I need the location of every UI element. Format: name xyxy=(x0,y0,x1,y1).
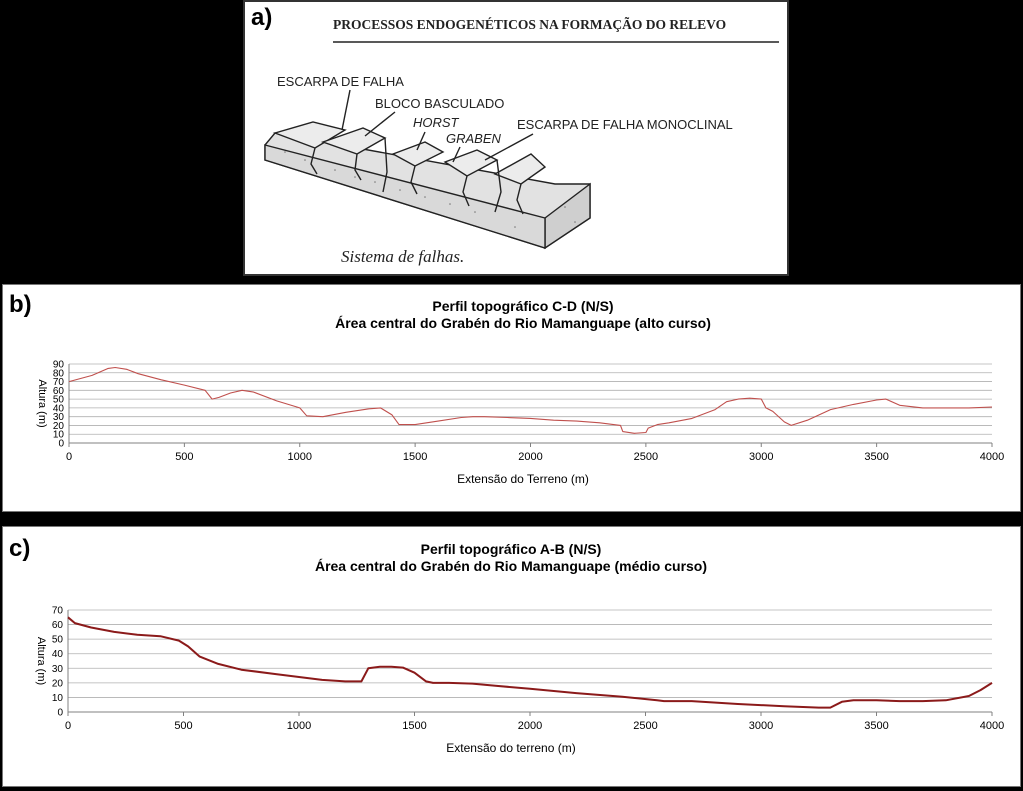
y-tick-label: 30 xyxy=(52,412,64,424)
x-tick-label: 2500 xyxy=(633,451,659,463)
diagram-caption: Sistema de falhas. xyxy=(341,247,465,266)
y-tick-label: 40 xyxy=(51,649,63,661)
label-bloco-basculado: BLOCO BASCULADO xyxy=(375,96,505,111)
y-axis-label: Altura (m) xyxy=(36,379,48,428)
x-tick-label: 1500 xyxy=(402,451,428,463)
y-tick-label: 60 xyxy=(51,620,63,632)
y-tick-label: 40 xyxy=(52,403,64,415)
chart-subtitle: Área central do Grabén do Rio Mamanguape (alto curso) xyxy=(335,315,711,331)
y-tick-label: 0 xyxy=(57,707,63,719)
chart-panel-c xyxy=(2,526,1021,787)
x-tick-label: 4000 xyxy=(979,720,1005,732)
y-tick-label: 20 xyxy=(52,420,64,432)
x-tick-label: 4000 xyxy=(979,451,1005,463)
x-tick-label: 500 xyxy=(175,451,194,463)
x-axis-label: Extensão do terreno (m) xyxy=(446,741,576,755)
label-escarpa-monoclinal: ESCARPA DE FALHA MONOCLINAL xyxy=(517,117,733,132)
diagram-title: PROCESSOS ENDOGENÉTICOS NA FORMAÇÃO DO RELEVO xyxy=(333,17,727,32)
leader-bloco xyxy=(365,112,395,136)
label-graben: GRABEN xyxy=(446,131,501,146)
x-tick-label: 0 xyxy=(65,451,73,463)
x-tick-label: 3500 xyxy=(864,720,889,732)
panel-letter-c: c) xyxy=(9,535,31,562)
chart-panel-b xyxy=(2,284,1021,512)
x-tick-label: 3500 xyxy=(864,451,889,463)
y-tick-label: 90 xyxy=(52,359,64,371)
block-diagram-body xyxy=(265,122,590,248)
x-axis-label: Extensão do Terreno (m) xyxy=(457,472,589,486)
chart-title: Perfil topográfico C-D (N/S) xyxy=(432,298,614,314)
label-escarpa-de-falha: ESCARPA DE FALHA xyxy=(277,74,404,89)
x-tick-label: 1000 xyxy=(286,720,312,732)
x-tick-label: 3000 xyxy=(749,451,774,463)
profile-line xyxy=(69,368,992,434)
leader-escarpa xyxy=(342,90,350,130)
y-tick-label: 10 xyxy=(51,692,63,704)
chart-title: Perfil topográfico A-B (N/S) xyxy=(420,541,602,557)
y-tick-label: 70 xyxy=(52,377,64,389)
y-tick-label: 50 xyxy=(51,634,63,646)
x-tick-label: 2500 xyxy=(633,720,658,732)
x-tick-label: 3000 xyxy=(748,720,774,732)
label-horst: HORST xyxy=(413,115,459,130)
y-axis-label: Altura (m) xyxy=(35,636,47,686)
profile-line xyxy=(68,617,992,707)
y-tick-label: 50 xyxy=(52,394,64,406)
chart-c-svg xyxy=(3,527,1020,786)
y-tick-label: 80 xyxy=(52,368,64,380)
x-tick-label: 500 xyxy=(174,720,193,732)
x-tick-label: 2000 xyxy=(517,720,543,732)
chart-b-svg xyxy=(3,285,1020,511)
y-tick-label: 20 xyxy=(51,678,63,690)
x-tick-label: 1500 xyxy=(402,720,427,732)
x-tick-label: 0 xyxy=(64,720,72,732)
y-tick-label: 30 xyxy=(51,663,63,675)
y-tick-label: 70 xyxy=(51,605,63,617)
chart-subtitle: Área central do Grabén do Rio Mamanguape (médio curso) xyxy=(314,558,708,574)
diagram-panel xyxy=(243,0,789,276)
x-tick-label: 2000 xyxy=(518,451,543,463)
x-tick-label: 1000 xyxy=(287,451,312,463)
y-tick-label: 60 xyxy=(52,385,64,397)
panel-letter-a: a) xyxy=(251,4,273,31)
fault-system-diagram xyxy=(245,2,787,274)
y-tick-label: 10 xyxy=(52,429,64,441)
y-tick-label: 0 xyxy=(58,438,64,450)
panel-letter-b: b) xyxy=(9,291,32,318)
